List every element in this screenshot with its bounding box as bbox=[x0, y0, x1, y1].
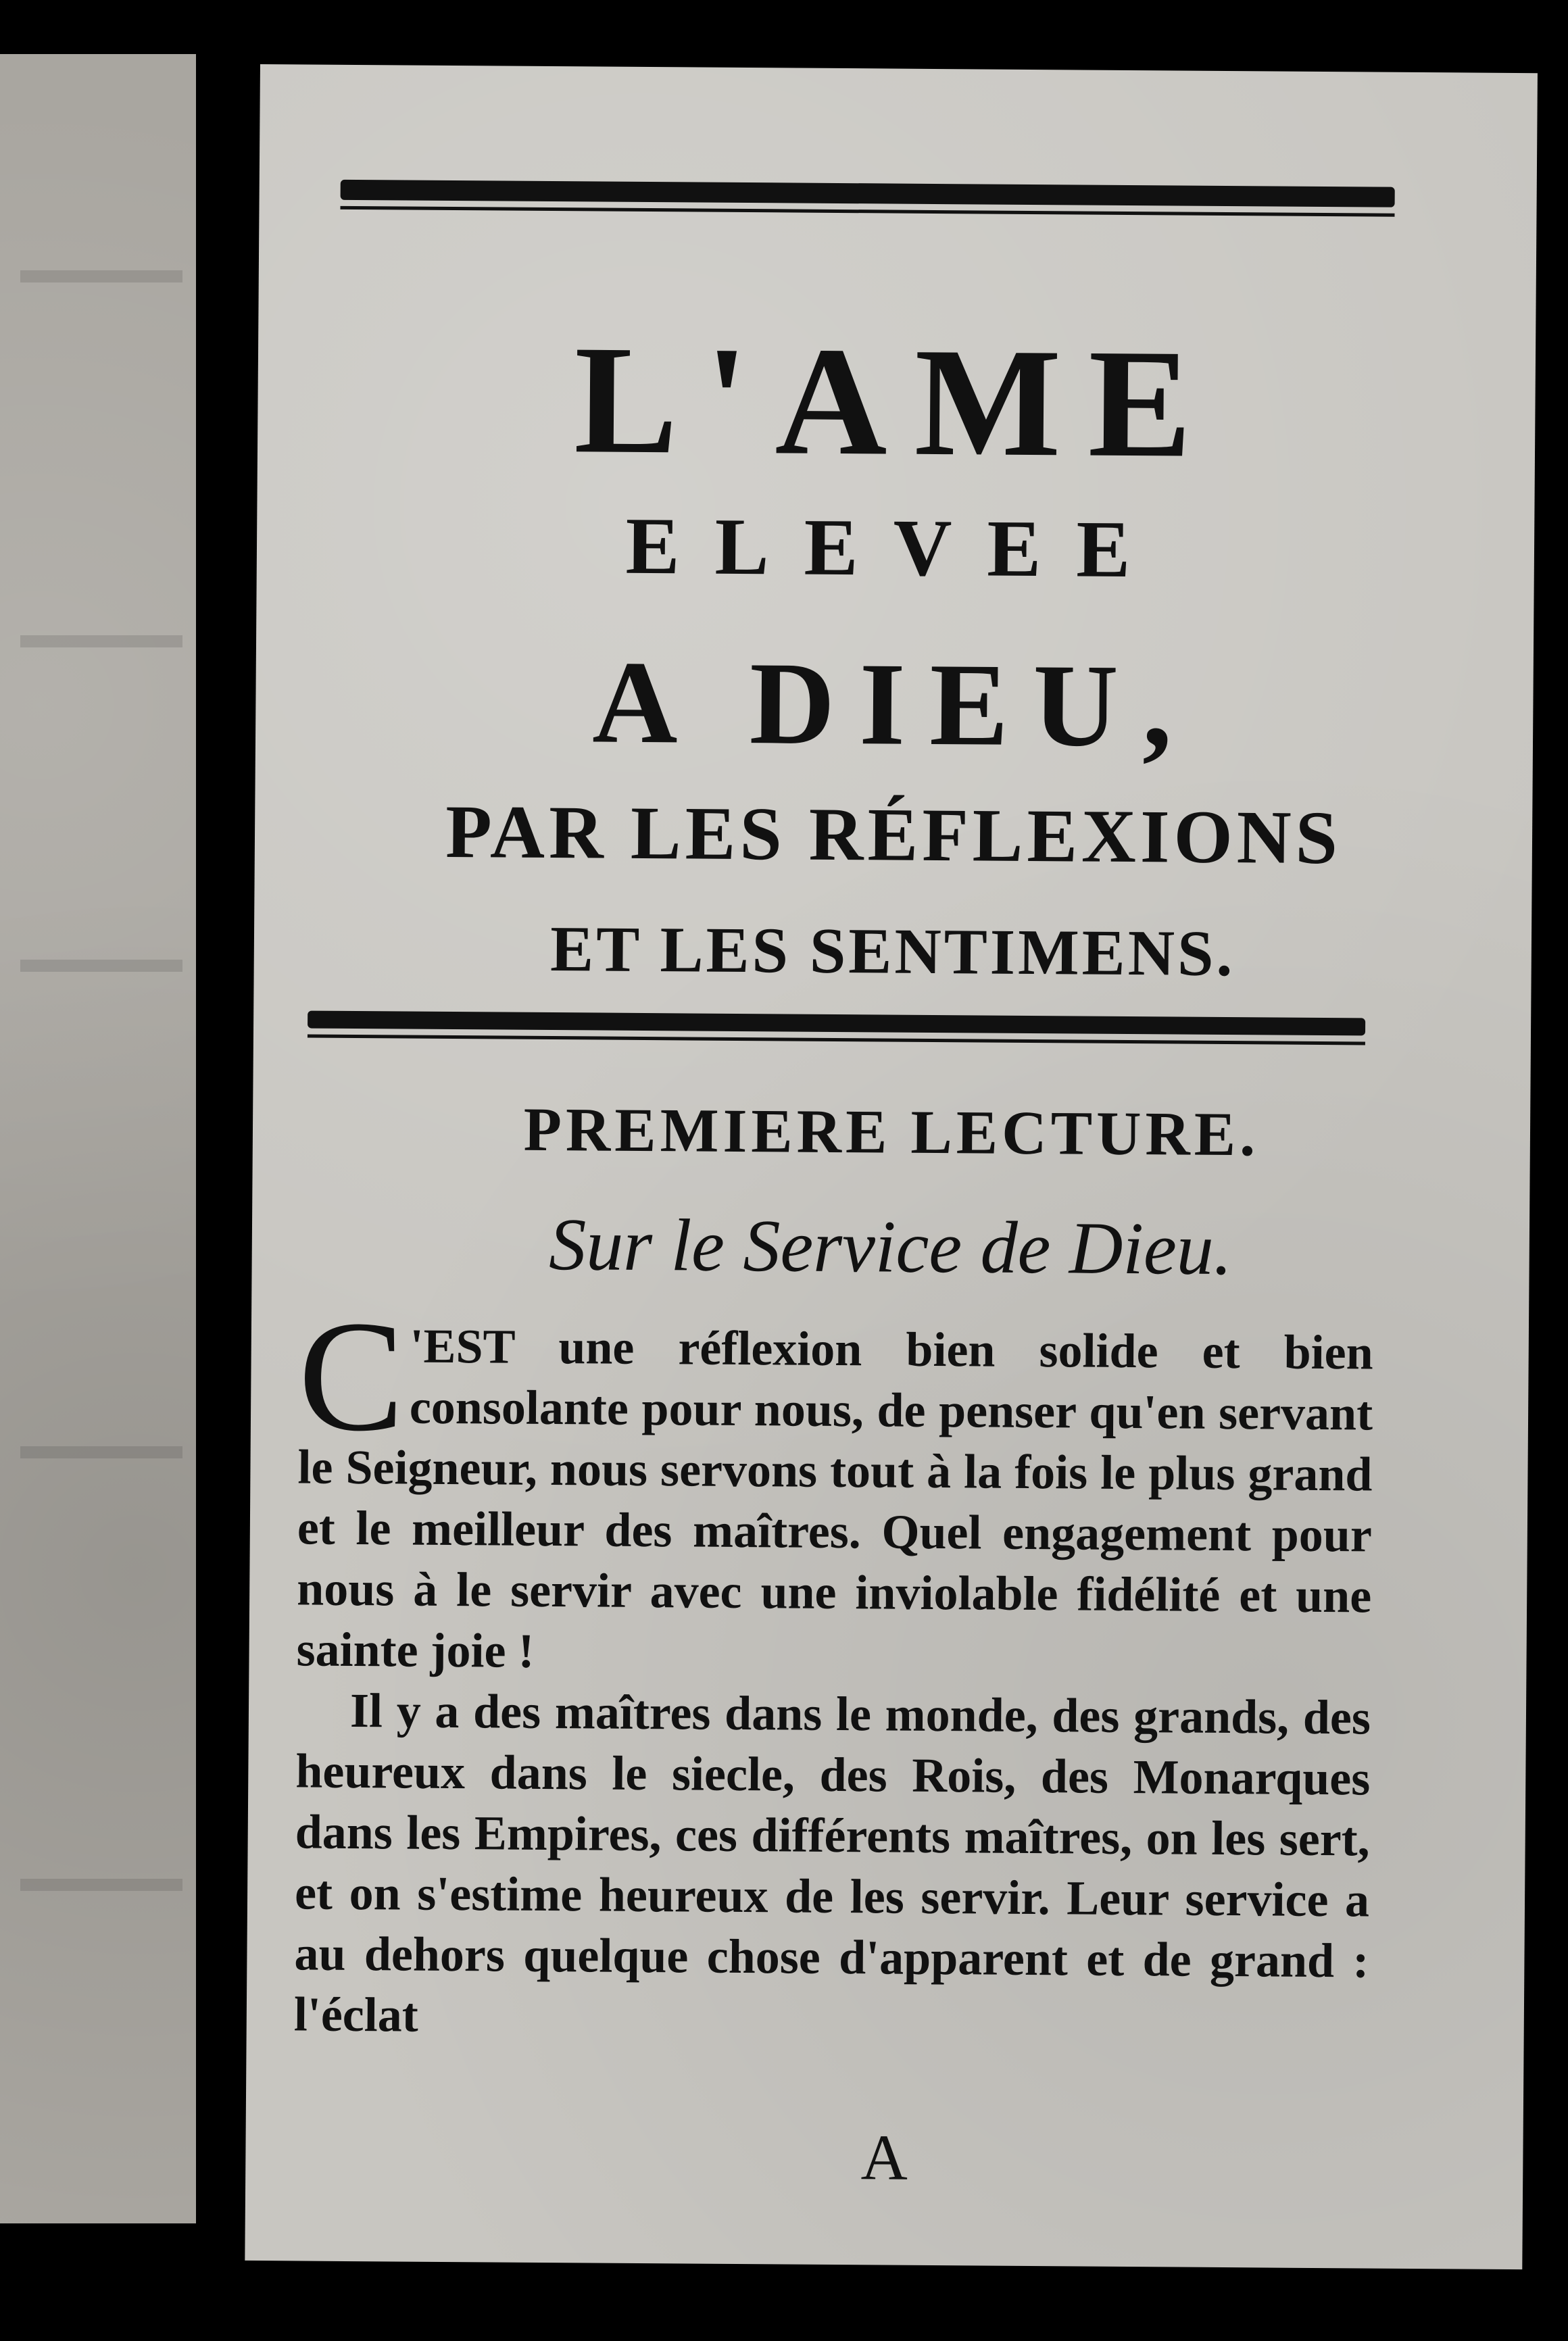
facing-page-text-trace bbox=[20, 1879, 182, 1891]
facing-page-edge bbox=[0, 54, 196, 2223]
facing-page-text-trace bbox=[20, 1446, 182, 1458]
title-line-1: L'AME bbox=[573, 313, 1220, 490]
facing-page-text-trace bbox=[20, 960, 182, 972]
book-page bbox=[245, 64, 1538, 2269]
facing-page-text-trace bbox=[20, 635, 182, 647]
signature-mark: A bbox=[860, 2121, 908, 2194]
top-rule bbox=[341, 180, 1395, 207]
facing-page-text-trace bbox=[20, 270, 182, 282]
title-line-4: PAR LES RÉFLEXIONS bbox=[445, 789, 1342, 881]
drop-cap: C bbox=[297, 1287, 406, 1464]
paragraph-2: Il y a des maîtres dans le monde, des grands, des heureux dans le siecle, des Rois, des Monarques dans les Empires, ces différents maîtres, on les sert, et on s'estime heureux de les servir. Leur service a au dehors quelque chose d'apparent et de grand : l'éclat bbox=[293, 1683, 1371, 2042]
paragraph-1-text: 'EST une réflexion bien solide et bien consolante pour nous, de penser qu'en servant le Seigneur, nous servons tout à la fois le plus grand et le meilleur des maîtres. Quel engagement pour nous à le servir avec une inviolable fidélité et une sainte joie ! bbox=[296, 1319, 1374, 1678]
title-line-2: ELEVEE bbox=[625, 500, 1166, 595]
section-subtitle: Sur le Service de Dieu. bbox=[548, 1203, 1233, 1291]
middle-rule bbox=[308, 1011, 1365, 1036]
body-text bbox=[293, 1287, 1374, 2052]
section-heading: PREMIERE LECTURE. bbox=[523, 1094, 1260, 1169]
title-line-5: ET LES SENTIMENS. bbox=[549, 912, 1235, 990]
paragraph-1 bbox=[296, 1287, 1374, 1687]
title-line-3: A DIEU, bbox=[591, 636, 1197, 772]
